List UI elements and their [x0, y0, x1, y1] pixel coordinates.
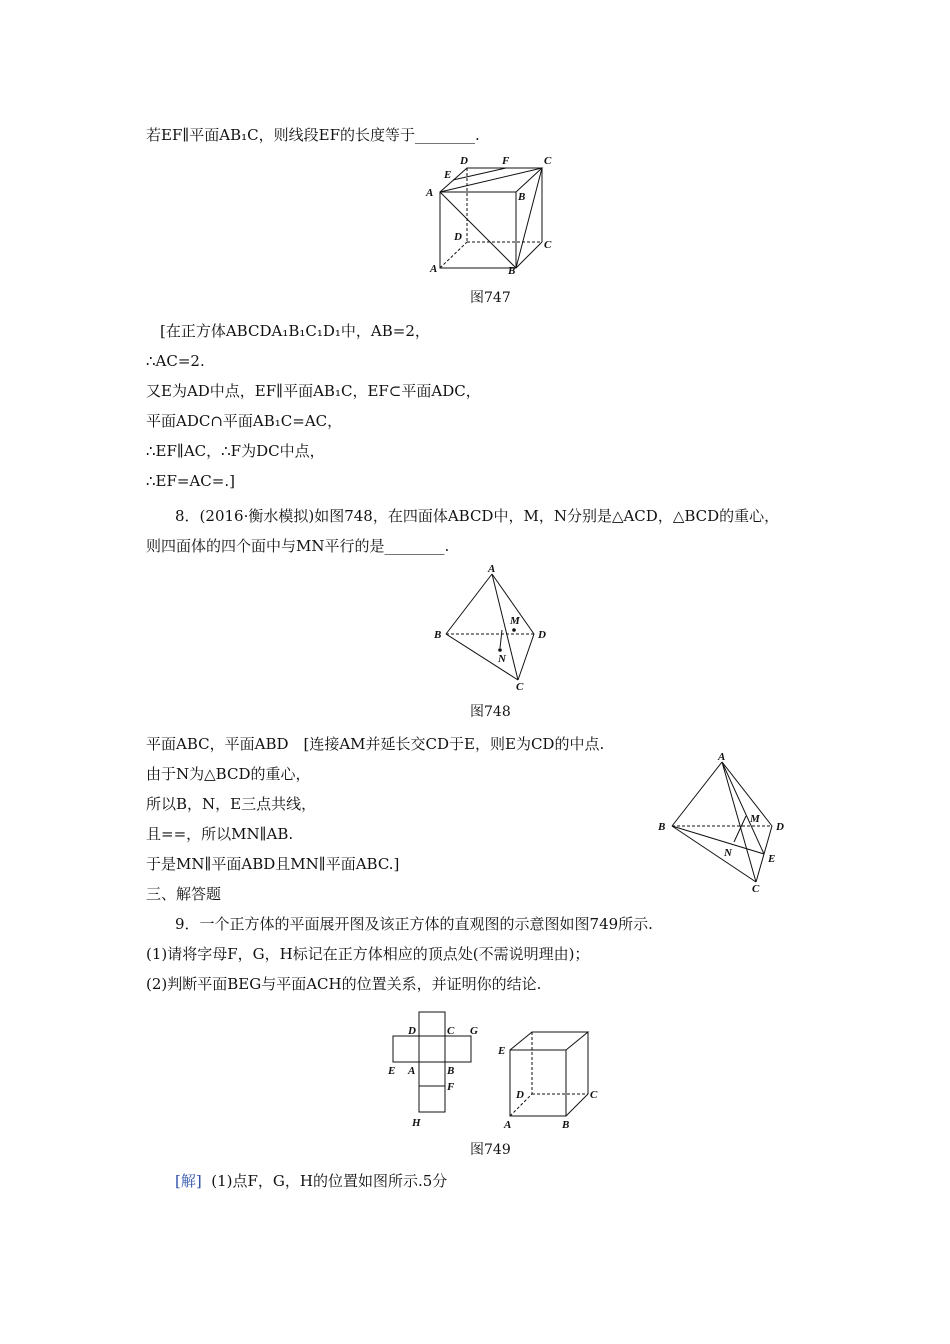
- label-G: G: [470, 1025, 478, 1037]
- solution-8-line5: 于是MN∥平面ABD且MN∥平面ABC.]: [146, 855, 400, 873]
- problem-9-line3: (2)判断平面BEG与平面ACH的位置关系，并证明你的结论.: [146, 975, 542, 993]
- figure-748-solution: [652, 750, 792, 895]
- caption-749: 图749: [470, 1142, 511, 1158]
- solution-8-line3: 所以B，N，E三点共线，: [146, 795, 317, 813]
- caption-748: 图748: [470, 704, 511, 720]
- figure-747: [420, 150, 570, 285]
- label-N: N: [724, 847, 732, 859]
- solution-7-line3: 又E为AD中点，EF∥平面AB₁C，EF⊂平面ADC，: [146, 382, 481, 400]
- label-B: B: [447, 1065, 455, 1077]
- solution-8-line2: 由于N为△BCD的重心，: [146, 765, 311, 783]
- figure-749-net: [384, 1010, 494, 1135]
- label-D: D: [776, 821, 784, 833]
- label-C: C: [590, 1089, 598, 1101]
- label-E: E: [768, 853, 776, 865]
- label-A: A: [488, 563, 496, 575]
- problem-9-line1: 9．一个正方体的平面展开图及该正方体的直观图的示意图如图749所示.: [175, 915, 653, 933]
- solution-7-line2: ∴AC=2.: [146, 352, 205, 370]
- label-N: N: [498, 653, 506, 665]
- solution-8-line4: 且==，所以MN∥AB.: [146, 825, 294, 843]
- label-C: C: [447, 1025, 455, 1037]
- label-D: D: [538, 629, 546, 641]
- label-D: D: [460, 155, 468, 167]
- solution-7-line4: 平面ADC∩平面AB₁C=AC，: [146, 412, 343, 430]
- label-E: E: [498, 1045, 506, 1057]
- label-C: C: [752, 883, 760, 895]
- figure-748: [430, 562, 560, 694]
- label-B: B: [658, 821, 666, 833]
- problem-7-tail: 若EF∥平面AB₁C，则线段EF的长度等于________.: [146, 126, 480, 144]
- label-B1: B: [508, 265, 516, 277]
- solution-7-line6: ∴EF=AC=.]: [146, 472, 235, 490]
- label-D: D: [408, 1025, 416, 1037]
- solution-tag: [解]: [175, 1172, 202, 1190]
- label-A1: A: [430, 263, 438, 275]
- label-F: F: [502, 155, 510, 167]
- label-H: H: [412, 1117, 421, 1129]
- label-A: A: [426, 187, 434, 199]
- label-E: E: [444, 169, 452, 181]
- label-A: A: [504, 1119, 512, 1131]
- label-A: A: [718, 751, 726, 763]
- label-M: M: [750, 813, 760, 825]
- problem-8-line1: 8．(2016·衡水模拟)如图748，在四面体ABCD中，M，N分别是△ACD，△BCD的重心，: [175, 507, 780, 525]
- label-E: E: [388, 1065, 396, 1077]
- label-A: A: [408, 1065, 416, 1077]
- label-F: F: [447, 1081, 455, 1093]
- label-C: C: [516, 681, 524, 693]
- solution-9: [175, 1170, 447, 1192]
- label-B: B: [434, 629, 442, 641]
- label-M: M: [510, 615, 520, 627]
- solution-7-line1: [在正方体ABCDA₁B₁C₁D₁中，AB=2，: [160, 322, 430, 340]
- solution-9-text: (1)点F，G，H的位置如图所示.5分: [211, 1172, 448, 1190]
- solution-8-line1: 平面ABC，平面ABD [连接AM并延长交CD于E，则E为CD的中点.: [146, 735, 605, 753]
- label-B: B: [562, 1119, 570, 1131]
- figure-749-cube: [494, 1028, 604, 1136]
- problem-9-line2: (1)请将字母F，G，H标记在正方体相应的顶点处(不需说明理由)；: [146, 945, 590, 963]
- label-C: C: [544, 155, 552, 167]
- label-B: B: [518, 191, 526, 203]
- caption-747: 图747: [470, 290, 511, 306]
- section-heading: 三、解答题: [146, 885, 222, 903]
- label-D1: D: [454, 231, 462, 243]
- label-D: D: [516, 1089, 524, 1101]
- label-C1: C: [544, 239, 552, 251]
- solution-7-line5: ∴EF∥AC，∴F为DC中点，: [146, 442, 325, 460]
- problem-8-line2: 则四面体的四个面中与MN平行的是________.: [146, 537, 450, 555]
